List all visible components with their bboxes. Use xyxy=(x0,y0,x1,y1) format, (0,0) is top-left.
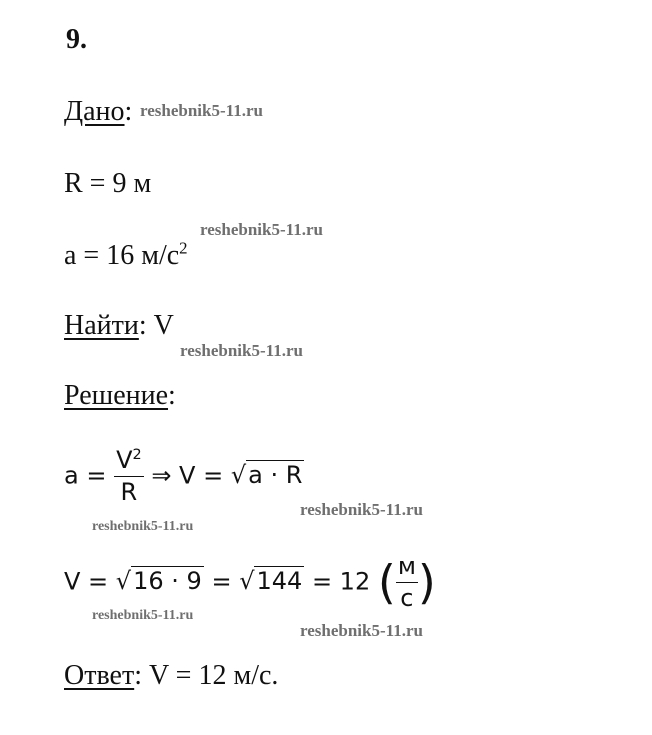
watermark: reshebnik5-11.ru xyxy=(92,608,194,623)
formula-implies: ⇒ V = xyxy=(151,461,224,490)
sqrt-radicand: a · R xyxy=(248,461,303,490)
solution-heading-line xyxy=(64,380,176,412)
equals-sign: = xyxy=(211,567,232,596)
paren-close: ) xyxy=(417,555,436,610)
paren-open: ( xyxy=(377,555,396,610)
given-heading: Дано xyxy=(64,96,125,127)
sqrt-symbol: √ xyxy=(230,461,247,490)
given-colon: : xyxy=(124,96,133,127)
unit-numerator: м xyxy=(397,552,416,580)
formula-line xyxy=(64,446,304,507)
watermark: reshebnik5-11.ru xyxy=(92,519,194,534)
fraction-bar xyxy=(114,476,144,477)
unit-denominator: с xyxy=(400,583,414,612)
given-heading-line xyxy=(64,96,132,128)
fraction-numerator: $V^2$ xyxy=(116,446,142,474)
answer-line xyxy=(64,660,278,692)
result-value: = 12 xyxy=(311,567,371,596)
given-radius: R = 9 м xyxy=(64,168,152,199)
find-target: : V xyxy=(138,310,174,341)
problem-number: 9. xyxy=(66,24,87,55)
watermark: reshebnik5-11.ru xyxy=(140,101,263,120)
find-heading: Найти xyxy=(64,310,139,341)
find-line xyxy=(64,310,174,342)
answer-value: : V = 12 м/с. xyxy=(134,660,279,691)
computation-lhs: V = xyxy=(64,567,109,596)
computation-line xyxy=(64,552,436,613)
answer-heading: Ответ xyxy=(64,660,135,691)
unit-fraction-bar xyxy=(396,582,418,583)
fraction-denominator: R xyxy=(120,477,138,506)
watermark: reshebnik5-11.ru xyxy=(300,500,423,519)
given-acceleration xyxy=(64,240,188,272)
velocity-fraction xyxy=(114,446,144,507)
sqrt-product: √16 · 9 xyxy=(115,567,202,596)
sqrt-result: √144 xyxy=(239,567,303,596)
watermark: reshebnik5-11.ru xyxy=(200,220,323,239)
solution-colon: : xyxy=(168,380,176,411)
solution-heading: Решение xyxy=(64,380,169,411)
watermark: reshebnik5-11.ru xyxy=(180,341,303,360)
watermark: reshebnik5-11.ru xyxy=(300,621,423,640)
sqrt-expression xyxy=(231,461,305,489)
unit-fraction xyxy=(396,552,418,613)
formula-lhs: a = xyxy=(64,461,107,490)
given-acceleration-exponent: 2 xyxy=(179,238,188,258)
given-acceleration-text: a = 16 м/с xyxy=(64,240,180,271)
